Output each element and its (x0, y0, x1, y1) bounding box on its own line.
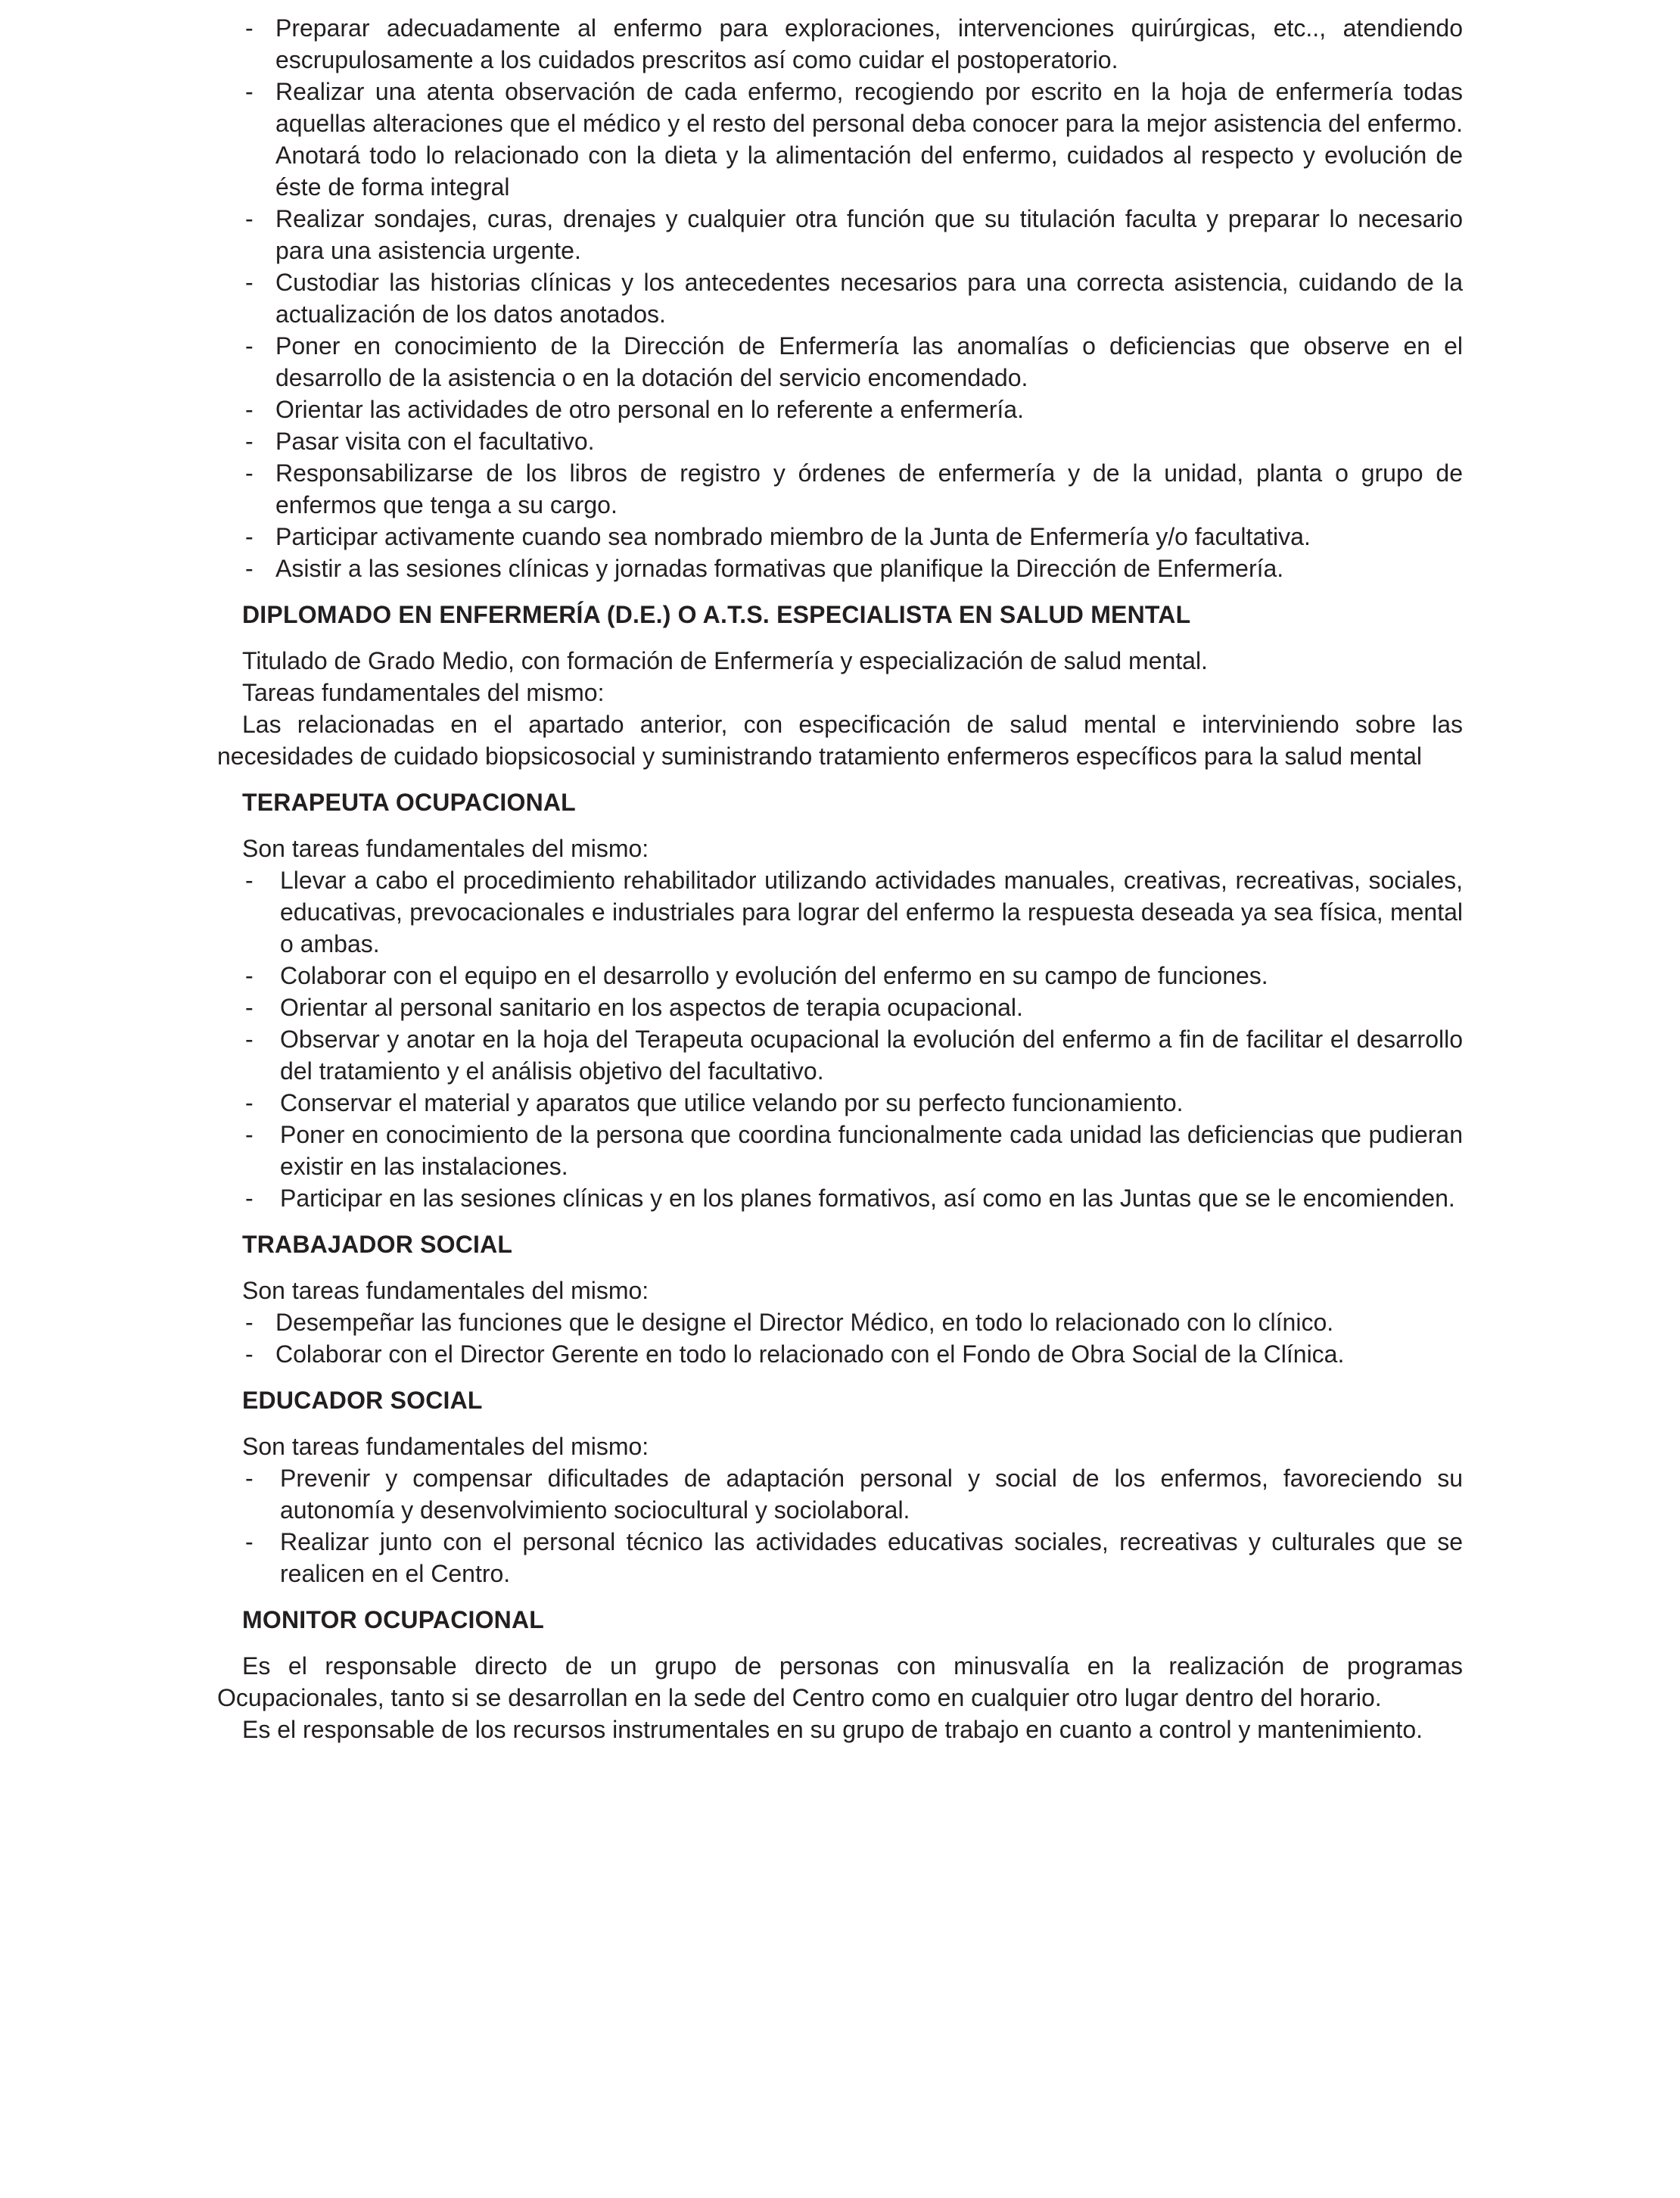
dash-bullet: - (245, 396, 254, 423)
list-item (217, 553, 1463, 584)
list-item (217, 1182, 1463, 1214)
nursing-tasks-list (217, 12, 1463, 584)
section-heading-monitor: MONITOR OCUPACIONAL (242, 1606, 545, 1633)
list-item (217, 266, 1463, 330)
dash-bullet: - (245, 1340, 254, 1368)
diplomado-tasks-paragraph: Las relacionadas en el apartado anterior, con especificación de salud mental e interviniendo sobre las necesidades de cuidado biopsicosocial y suministrando tratamiento enfermeros específicos para la salud mental (217, 711, 1463, 770)
trabajador-tasks-list (217, 1306, 1463, 1370)
list-item-text: Realizar sondajes, curas, drenajes y cualquier otra función que su titulación faculta y preparar lo necesario para una asistencia urgente. (275, 205, 1463, 264)
list-item-text: Prevenir y compensar dificultades de adaptación personal y social de los enfermos, favoreciendo su autonomía y desenvolvimiento sociocultural y sociolaboral. (280, 1465, 1463, 1524)
list-item (217, 864, 1463, 960)
list-item-text: Pasar visita con el facultativo. (275, 428, 595, 455)
list-item (217, 203, 1463, 266)
list-item (217, 1462, 1463, 1526)
list-item-text: Poner en conocimiento de la persona que coordina funcionalmente cada unidad las deficiencias que pudieran existir en las instalaciones. (280, 1121, 1463, 1180)
section-heading-terapeuta: TERAPEUTA OCUPACIONAL (242, 789, 576, 816)
list-item-text: Realizar junto con el personal técnico las actividades educativas sociales, recreativas y culturales que se realicen en el Centro. (280, 1528, 1463, 1587)
list-item (217, 1526, 1463, 1589)
list-item-text: Desempeñar las funciones que le designe el Director Médico, en todo lo relacionado con lo clínico. (275, 1309, 1334, 1336)
dash-bullet: - (245, 1309, 254, 1336)
dash-bullet: - (245, 205, 254, 232)
list-item-text: Asistir a las sesiones clínicas y jornadas formativas que planifique la Dirección de Enfermería. (275, 555, 1284, 582)
list-item (217, 457, 1463, 521)
section-heading-educador: EDUCADOR SOCIAL (242, 1387, 483, 1414)
dash-bullet: - (245, 332, 254, 360)
list-item (217, 1306, 1463, 1338)
list-item (217, 1087, 1463, 1119)
list-item-text: Preparar adecuadamente al enfermo para exploraciones, intervenciones quirúrgicas, etc.., atendiendo escrupulosamente a los cuidados prescritos así como cuidar el postoperatorio. (275, 14, 1463, 73)
monitor-paragraph: Es el responsable directo de un grupo de personas con minusvalía en la realización de programas Ocupacionales, tanto si se desarrollan en la sede del Centro como en cualquier otro lugar dentro del horario. (217, 1652, 1463, 1711)
list-item (217, 12, 1463, 76)
educador-tasks-list (217, 1462, 1463, 1589)
dash-bullet: - (245, 459, 254, 487)
dash-bullet: - (245, 867, 254, 894)
list-item (217, 1119, 1463, 1182)
list-item-text: Conservar el material y aparatos que utilice velando por su perfecto funcionamiento. (280, 1089, 1184, 1116)
list-item-text: Observar y anotar en la hoja del Terapeuta ocupacional la evolución del enfermo a fin de facilitar el desarrollo del tratamiento y el análisis objetivo del facultativo. (280, 1026, 1463, 1085)
dash-bullet: - (245, 428, 254, 455)
list-item-text: Llevar a cabo el procedimiento rehabilitador utilizando actividades manuales, creativas, recreativas, sociales, educativas, prevocacionales e industriales para lograr del enfermo la respuesta deseada ya sea física, mental o ambas. (280, 867, 1463, 957)
diplomado-tasks-label: Tareas fundamentales del mismo: (242, 679, 605, 706)
list-item (217, 425, 1463, 457)
list-item (217, 1023, 1463, 1087)
dash-bullet: - (245, 1089, 254, 1116)
document-page (217, 12, 1463, 1745)
dash-bullet: - (245, 14, 254, 42)
list-item-text: Colaborar con el equipo en el desarrollo y evolución del enfermo en su campo de funciones. (280, 962, 1268, 989)
section-heading-diplomado: DIPLOMADO EN ENFERMERÍA (D.E.) O A.T.S. ESPECIALISTA EN SALUD MENTAL (242, 601, 1191, 628)
dash-bullet: - (245, 1465, 254, 1492)
dash-bullet: - (245, 994, 254, 1021)
list-item-text: Poner en conocimiento de la Dirección de Enfermería las anomalías o deficiencias que observe en el desarrollo de la asistencia o en la dotación del servicio encomendado. (275, 332, 1463, 391)
dash-bullet: - (245, 1026, 254, 1053)
list-item-text: Orientar las actividades de otro personal en lo referente a enfermería. (275, 396, 1024, 423)
list-item-text: Responsabilizarse de los libros de registro y órdenes de enfermería y de la unidad, planta o grupo de enfermos que tenga a su cargo. (275, 459, 1463, 518)
monitor-paragraph: Es el responsable de los recursos instrumentales en su grupo de trabajo en cuanto a control y mantenimiento. (242, 1716, 1423, 1743)
list-item-text: Realizar una atenta observación de cada enfermo, recogiendo por escrito en la hoja de enfermería todas aquellas alteraciones que el médico y el resto del personal deba conocer para la mejor asistencia del enfermo. Anotará todo lo relacionado con la dieta y la alimentación del enfermo, cuidados al respecto y evolución de éste de forma integral (275, 78, 1463, 201)
educador-intro: Son tareas fundamentales del mismo: (242, 1433, 649, 1460)
list-item (217, 521, 1463, 553)
list-item-text: Custodiar las historias clínicas y los antecedentes necesarios para una correcta asistencia, cuidando de la actualización de los datos anotados. (275, 269, 1463, 328)
list-item (217, 76, 1463, 203)
list-item-text: Orientar al personal sanitario en los aspectos de terapia ocupacional. (280, 994, 1023, 1021)
list-item-text: Participar activamente cuando sea nombrado miembro de la Junta de Enfermería y/o facultativa. (275, 523, 1311, 550)
trabajador-intro: Son tareas fundamentales del mismo: (242, 1277, 649, 1304)
list-item (217, 960, 1463, 992)
list-item-text: Participar en las sesiones clínicas y en los planes formativos, así como en las Juntas que se le encomienden. (280, 1185, 1455, 1212)
section-heading-trabajador: TRABAJADOR SOCIAL (242, 1231, 513, 1258)
list-item (217, 394, 1463, 425)
terapeuta-tasks-list (217, 864, 1463, 1214)
dash-bullet: - (245, 269, 254, 296)
list-item (217, 330, 1463, 394)
list-item (217, 1338, 1463, 1370)
dash-bullet: - (245, 1185, 254, 1212)
dash-bullet: - (245, 78, 254, 105)
dash-bullet: - (245, 1121, 254, 1148)
dash-bullet: - (245, 962, 254, 989)
dash-bullet: - (245, 555, 254, 582)
diplomado-description: Titulado de Grado Medio, con formación de Enfermería y especialización de salud mental. (242, 647, 1208, 674)
list-item-text: Colaborar con el Director Gerente en todo lo relacionado con el Fondo de Obra Social de la Clínica. (275, 1340, 1345, 1368)
list-item (217, 992, 1463, 1023)
dash-bullet: - (245, 1528, 254, 1555)
dash-bullet: - (245, 523, 254, 550)
terapeuta-intro: Son tareas fundamentales del mismo: (242, 835, 649, 862)
